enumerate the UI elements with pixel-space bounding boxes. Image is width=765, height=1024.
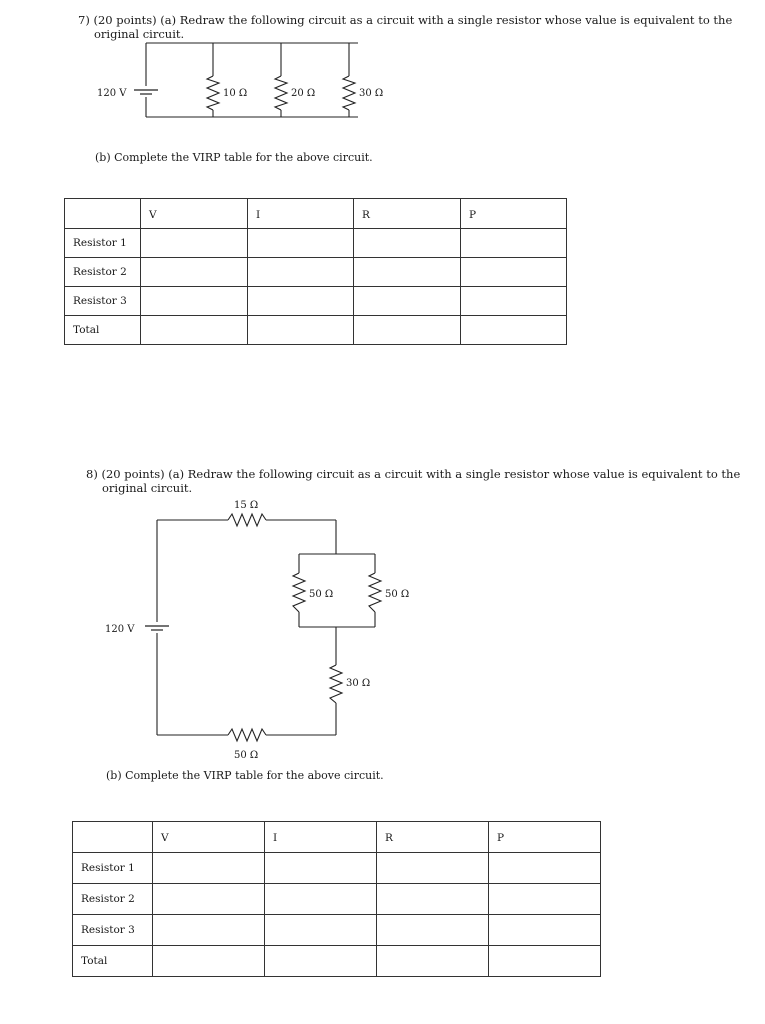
q8-r-par2-label: 50 Ω (385, 589, 410, 600)
q7-prompt-line2: original circuit. (94, 27, 185, 41)
q7-r1-label: 10 Ω (223, 88, 248, 99)
q7-header-v: V (141, 199, 248, 229)
q8-prompt-line2: original circuit. (102, 481, 193, 495)
answer-cell[interactable] (489, 884, 601, 915)
answer-cell[interactable] (153, 853, 265, 884)
answer-cell[interactable] (377, 884, 489, 915)
q7-virp-table (64, 198, 567, 345)
table-row (65, 316, 567, 345)
q7-resistor-3 (343, 76, 355, 110)
q8-header-r: R (377, 822, 489, 853)
answer-cell[interactable] (153, 915, 265, 946)
q8-row-label: Resistor 1 (73, 853, 153, 884)
answer-cell[interactable] (461, 229, 567, 258)
table-row (65, 287, 567, 316)
q8-header-blank (73, 822, 153, 853)
q8-voltage-label: 120 V (105, 624, 135, 635)
answer-cell[interactable] (141, 316, 248, 345)
table-row (73, 946, 601, 977)
answer-cell[interactable] (248, 258, 354, 287)
answer-cell[interactable] (153, 884, 265, 915)
q8-row-label: Resistor 2 (73, 884, 153, 915)
q7-r3-label: 30 Ω (359, 88, 384, 99)
answer-cell[interactable] (265, 884, 377, 915)
answer-cell[interactable] (248, 229, 354, 258)
q8-circuit-diagram (0, 490, 765, 770)
q7-prompt-line1: 7) (20 points) (a) Redraw the following circuit as a circuit with a single resistor whose value is equivalent to the (78, 13, 733, 27)
answer-cell[interactable] (354, 258, 461, 287)
answer-cell[interactable] (265, 853, 377, 884)
q8-resistor-parallel-2 (369, 573, 381, 612)
answer-cell[interactable] (141, 287, 248, 316)
table-row (65, 229, 567, 258)
answer-cell[interactable] (377, 946, 489, 977)
q7-header-p: P (461, 199, 567, 229)
q7-row-label: Total (65, 316, 141, 345)
q7-header-i: I (248, 199, 354, 229)
q7-row-label: Resistor 3 (65, 287, 141, 316)
answer-cell[interactable] (354, 316, 461, 345)
q7-header-r: R (354, 199, 461, 229)
answer-cell[interactable] (489, 915, 601, 946)
q8-resistor-parallel-1 (293, 573, 305, 612)
q8-header-p: P (489, 822, 601, 853)
q8-r-mid-label: 30 Ω (346, 678, 371, 689)
answer-cell[interactable] (489, 853, 601, 884)
answer-cell[interactable] (354, 229, 461, 258)
answer-cell[interactable] (265, 946, 377, 977)
q7-r2-label: 20 Ω (291, 88, 316, 99)
q7-voltage-label: 120 V (97, 88, 127, 99)
q8-header-v: V (153, 822, 265, 853)
q7-table-header-row (65, 199, 567, 229)
q8-r-bottom-label: 50 Ω (234, 750, 259, 761)
q8-part-b: (b) Complete the VIRP table for the above circuit. (106, 769, 384, 782)
q8-header-i: I (265, 822, 377, 853)
q8-resistor-bottom (228, 729, 266, 741)
answer-cell[interactable] (377, 915, 489, 946)
q7-part-b: (b) Complete the VIRP table for the above circuit. (95, 151, 373, 164)
q8-row-label: Resistor 3 (73, 915, 153, 946)
table-row (73, 915, 601, 946)
q7-resistor-1 (207, 76, 219, 110)
q8-r-par1-label: 50 Ω (309, 589, 334, 600)
answer-cell[interactable] (153, 946, 265, 977)
table-row (73, 853, 601, 884)
q8-row-label: Total (73, 946, 153, 977)
answer-cell[interactable] (461, 316, 567, 345)
answer-cell[interactable] (461, 258, 567, 287)
q7-row-label: Resistor 2 (65, 258, 141, 287)
answer-cell[interactable] (461, 287, 567, 316)
q8-prompt-line1: 8) (20 points) (a) Redraw the following circuit as a circuit with a single resistor whose value is equivalent to the (86, 467, 741, 481)
answer-cell[interactable] (265, 915, 377, 946)
q8-resistor-middle (330, 665, 342, 703)
q8-virp-table (72, 821, 601, 977)
answer-cell[interactable] (377, 853, 489, 884)
answer-cell[interactable] (141, 258, 248, 287)
q8-table-header-row (73, 822, 601, 853)
q7-header-blank (65, 199, 141, 229)
q8-r-top-label: 15 Ω (234, 500, 259, 511)
answer-cell[interactable] (141, 229, 248, 258)
answer-cell[interactable] (489, 946, 601, 977)
answer-cell[interactable] (248, 287, 354, 316)
q7-circuit-diagram (0, 0, 765, 150)
q7-resistor-2 (275, 76, 287, 110)
table-row (73, 884, 601, 915)
answer-cell[interactable] (248, 316, 354, 345)
q7-row-label: Resistor 1 (65, 229, 141, 258)
answer-cell[interactable] (354, 287, 461, 316)
q8-resistor-top (228, 514, 266, 526)
table-row (65, 258, 567, 287)
